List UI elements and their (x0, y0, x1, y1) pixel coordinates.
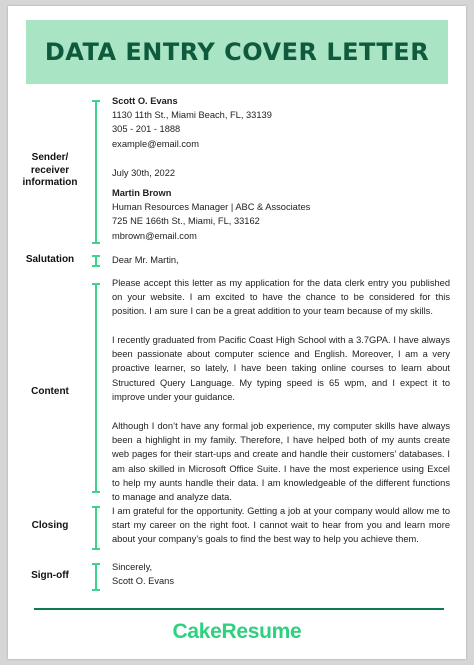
page-title: DATA ENTRY COVER LETTER (44, 38, 430, 66)
sender-phone: 305 - 201 - 1888 (112, 124, 181, 135)
bracket-salutation (92, 255, 100, 267)
receiver-block (112, 186, 450, 243)
receiver-title: Human Resources Manager | ABC & Associates (112, 202, 311, 213)
footer-divider (34, 608, 444, 610)
content-paragraph-1: Please accept this letter as my application for the data clerk entry you published on your website. I am excited to have the chance to be considered for this position. I am sure I can be a great addition to your team because of my skills. (112, 278, 450, 317)
content-paragraph-3: Although I don’t have any formal job experience, my computer skills have always been a highlight in my family. Therefore, I have helped both of my aunts create web pages for their start-ups and create and handle their customers’ databases. I am also skilled in Microsoft Office Suite. I have the most experience using Excel to help my aunts handle their data. I am knowledgeable of the different functions to manage and analyze data. (112, 421, 450, 503)
cover-letter-page (8, 6, 466, 659)
receiver-email: mbrown@email.com (112, 230, 197, 241)
sender-email: example@email.com (112, 138, 199, 149)
signoff-block (112, 560, 450, 588)
title-banner (26, 20, 448, 84)
content-paragraph-2: I recently graduated from Pacific Coast High School with a 3.7GPA. I have always been passionate about computer science and English. Moreover, I am a very proactive learner, so lately, I have been taking online courses to learn about Structured Query Language. My typing speed is 65 wpm, and I expect it to improve under your guidance. (112, 335, 450, 402)
salutation-text: Dear Mr. Martin, (112, 255, 179, 265)
bracket-sender-receiver (92, 100, 100, 244)
label-content: Content (31, 386, 69, 397)
signoff-name: Scott O. Evans (112, 576, 175, 587)
sender-address: 1130 11th St., Miami Beach, FL, 33139 (112, 110, 272, 121)
bracket-content (92, 283, 100, 493)
bracket-signoff (92, 563, 100, 591)
bracket-closing (92, 506, 100, 550)
date-block (112, 166, 450, 180)
signoff-line: Sincerely, (112, 562, 153, 572)
letter-date: July 30th, 2022 (112, 168, 176, 178)
label-signoff: Sign-off (31, 570, 69, 581)
cakeresume-logo: CakeResume (172, 620, 302, 643)
sender-name: Scott O. Evans (112, 96, 178, 106)
salutation-block (112, 253, 450, 267)
label-salutation: Salutation (25, 254, 75, 265)
receiver-address: 725 NE 166th St., Miami, FL, 33162 (112, 216, 260, 227)
closing-block (112, 504, 450, 547)
closing-text: I am grateful for the opportunity. Getting a job at your company would allow me to start my career on the right foot. I cannot wait to hear from you and learn more about your company’s goals to find the best way to help you achieve them. (112, 506, 450, 545)
sender-block (112, 94, 450, 151)
receiver-name: Martin Brown (112, 188, 172, 198)
label-sender-receiver: Sender/ receiver information (22, 152, 78, 188)
label-closing: Closing (31, 520, 69, 531)
